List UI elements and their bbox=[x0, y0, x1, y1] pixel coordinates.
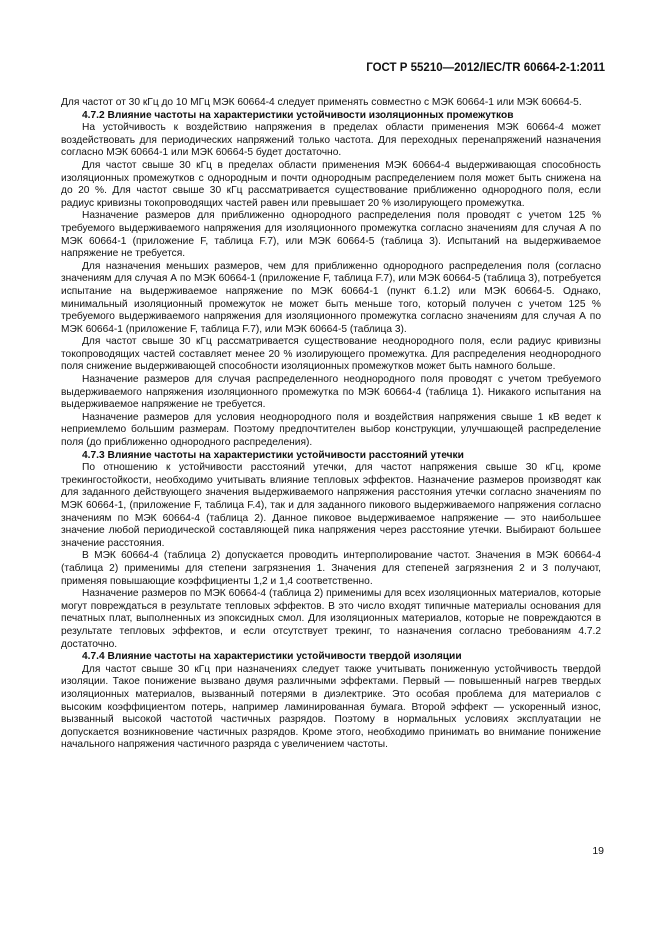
paragraph: По отношению к устойчивости расстояний утечки, для частот напряжения свыше 30 кГц, кроме трекингостойкости, необходимо учитывать влияние тепловых эффектов. Назначение размеров производят как для заданного действующего значения выдерживаемого напряжения расстояния утечки согласно значениям по МЭК 60664-1, (приложение F, таблица F.4), так и для заданного пикового выдерживаемого напряжения согласно значениям по МЭК 60664-4 (таблица 2). Данное пиковое выдерживаемое напряжение — это наибольшее значение любой периодической составляющей пика напряжения через расстояние утечки. Выбирают большее значение расстояния. bbox=[61, 462, 601, 549]
paragraph: Назначение размеров для условия неоднородного поля и воздействия напряжения свыше 1 кВ ведет к неприемлемо большим размерам. Поэтому предпочтителен выбор конструкции, улучшающей распределение поля (до приближенно однородного распределения). bbox=[61, 411, 601, 449]
section-heading-4-7-3: 4.7.3 Влияние частоты на характеристики устойчивости расстояний утечки bbox=[82, 449, 464, 461]
page-number: 19 bbox=[592, 845, 604, 857]
document-body bbox=[61, 97, 601, 752]
paragraph: Для частот от 30 кГц до 10 МГц МЭК 60664-4 следует применять совместно с МЭК 60664-1 или МЭК 60664-5. bbox=[61, 97, 582, 108]
paragraph: На устойчивость к воздействию напряжения в пределах области применения МЭК 60664-4 может воздействовать для периодических напряжений только частота. Для переходных перенапряжений назначения согласно МЭК 60664-1 или МЭК 60664-5 будет достаточно. bbox=[61, 122, 601, 159]
paragraph: Для назначения меньших размеров, чем для приближенно однородного распределения поля (согласно значениям для случая А по МЭК 60664-1 (приложение F, таблица F.7), или МЭК 60664-5 (таблица 3), потребуется испытание на выдерживаемое напряжение по МЭК 60664-1 (пункт 6.1.2) или МЭК 60664-5. Однако, минимальный изоляционный промежуток не может быть меньше того, который получен с учетом 125 % требуемого выдерживаемого напряжения для изоляционного промежутка согласно значениям для случая А по МЭК 60664-1 (приложение F, таблица F.7), или МЭК 60664-5 (таблица 3). bbox=[61, 260, 601, 335]
document-header: ГОСТ Р 55210—2012/IEC/TR 60664-2-1:2011 bbox=[366, 62, 605, 74]
paragraph: Назначение размеров для приближенно однородного распределения поля проводят с учетом 125 % требуемого выдерживаемого напряжения для изоляционного промежутка согласно значениям для случая А по МЭК 60664-1 (приложение F, таблица F.7), или МЭК 60664-5 (таблица 3). Испытаний на выдерживаемое напряжение не требуется. bbox=[61, 210, 601, 260]
paragraph: Для частот свыше 30 кГц рассматривается существование неоднородного поля, если радиус кривизны токопроводящих частей составляет менее 20 % изолирующего промежутка. Для распределения неоднородного поля снижение выдерживающей способности изоляционных промежутков может быть намного больше. bbox=[61, 336, 601, 373]
paragraph: Назначение размеров для случая распределенного неоднородного поля проводят с учетом требуемого выдерживаемого напряжения изоляционного промежутка по МЭК 60664-4 (таблица 1). Никакого испытания на выдерживаемое напряжение не требуется. bbox=[61, 374, 601, 411]
paragraph: Для частот свыше 30 кГц в пределах области применения МЭК 60664-4 выдерживающая способность изоляционных промежутков с однородным и почти однородным распределением поля может быть снижена на до 20 %. Для частот свыше 30 кГц рассматривается существование приближенно однородного поля, если радиус кривизны токопроводящих частей равен или превышает 20 % изолирующего промежутка. bbox=[61, 159, 601, 209]
section-heading-4-7-4: 4.7.4 Влияние частоты на характеристики устойчивости твердой изоляции bbox=[82, 651, 462, 663]
section-heading-4-7-2: 4.7.2 Влияние частоты на характеристики устойчивости изоляционных промежутков bbox=[82, 109, 514, 121]
paragraph: Для частот свыше 30 кГц при назначениях следует также учитывать пониженную устойчивость твердой изоляции. Такое понижение вызвано двумя различными эффектами. Первый — повышенный нагрев твердых изоляционных материалов, вызванный потерями в диэлектрике. Это особая проблема для материалов с высоким коэффициентом потерь, например ламинированная бумага. Второй эффект — ускоренный износ, вызванный высокой частотой частичных разрядов. Поэтому в нормальных условиях эксплуатации не допускается возникновение частичных разрядов. Кроме этого, необходимо принимать во внимание понижение начального напряжения частичного разряда с увеличением частоты. bbox=[61, 663, 601, 751]
paragraph: В МЭК 60664-4 (таблица 2) допускается проводить интерполирование частот. Значения в МЭК 60664-4 (таблица 2) применимы для степени загрязнения 1. Значения для степеней загрязнения 2 и 3 получают, применяя повышающие коэффициенты 1,2 и 1,4 соответственно. bbox=[61, 550, 601, 587]
paragraph: Назначение размеров по МЭК 60664-4 (таблица 2) применимы для всех изоляционных материалов, которые могут повреждаться в результате тепловых эффектов. В это число входят типичные материалы основания для печатных плат, выполненных из эпоксидных смол. Для изоляционных материалов, которые не повреждаются в результате тепловых эффектов, и если отсутствует трекинг, то назначения согласно требованиям 4.7.2 достаточно. bbox=[61, 588, 601, 650]
